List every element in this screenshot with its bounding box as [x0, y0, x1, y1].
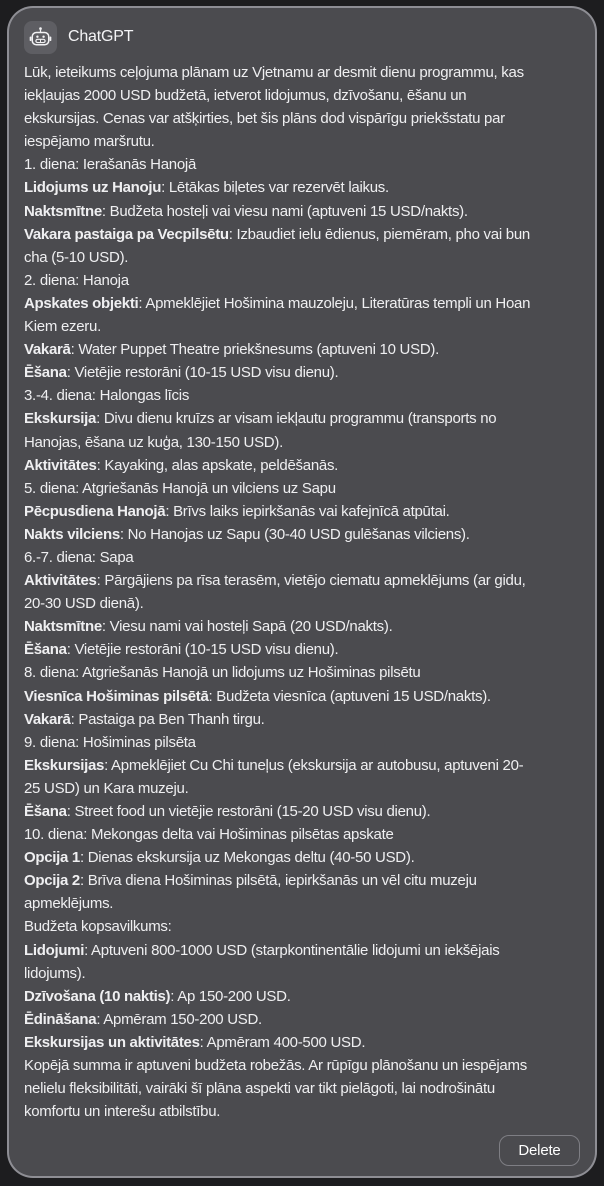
message-line: [24, 176, 580, 199]
line-text: : Brīva diena Hošiminas pilsētā, iepirkšanās un vēl citu muzeju: [79, 872, 477, 890]
line-text: komfortu un interešu atbilstību.: [24, 1103, 221, 1121]
message-line: [24, 361, 580, 384]
line-bold-label: Dzīvošana (10 naktis): [24, 987, 171, 1005]
line-text: : Ap 150-200 USD.: [170, 987, 291, 1005]
line-text: nelielu fleksibilitāti, vairāki šī plāna aspekti var tikt pielāgoti, lai nodrošinātu: [24, 1080, 495, 1098]
robot-icon: [29, 26, 52, 49]
message-line: [24, 569, 580, 592]
message-line: [24, 1031, 580, 1054]
line-bold-label: Vakara pastaiga pa Vecpilsētu: [24, 225, 229, 243]
line-bold-label: Naktsmītne: [24, 618, 102, 636]
line-bold-label: Nakts vilciens: [24, 525, 120, 543]
line-text: : Viesu nami vai hosteļi Sapā (20 USD/nakts).: [101, 618, 393, 636]
message-line: [24, 269, 580, 292]
line-bold-label: Viesnīca Hošiminas pilsētā: [24, 687, 209, 705]
message-line: [24, 84, 580, 107]
line-text: Lūk, ieteikums ceļojuma plānam uz Vjetnamu ar desmit dienu programmu, kas: [24, 64, 524, 81]
line-text: : Apmēram 150-200 USD.: [96, 1010, 262, 1028]
line-bold-label: Pēcpusdiena Hanojā: [24, 502, 166, 520]
line-bold-label: Apskates objekti: [24, 294, 139, 312]
line-bold-label: Ekskursija: [24, 410, 97, 428]
message-line: [24, 477, 580, 500]
line-text: Budžeta kopsavilkums:: [24, 918, 172, 936]
line-bold-label: Aktivitātes: [24, 572, 97, 590]
line-text: 6.-7. diena: Sapa: [24, 548, 134, 566]
line-bold-label: Opcija 2: [24, 872, 80, 890]
line-text: : Brīvs laiks iepirkšanās vai kafejnīcā atpūtai.: [165, 502, 450, 520]
line-text: : Dienas ekskursija uz Mekongas deltu (40-50 USD).: [79, 849, 415, 867]
line-text: : Apmeklējiet Hošimina mauzoleju, Literatūras templi un Hoan: [138, 294, 531, 312]
message-line: [24, 754, 580, 777]
line-text: : Kayaking, alas apskate, peldēšanās.: [96, 456, 339, 474]
line-bold-label: Ekskursijas un aktivitātes: [24, 1033, 200, 1051]
message-line: [24, 61, 580, 84]
message-line: [24, 107, 580, 130]
message-line: [24, 292, 580, 315]
message-line: [24, 777, 580, 800]
message-line: [24, 223, 580, 246]
line-bold-label: Ēdināšana: [24, 1010, 97, 1028]
line-bold-label: Vakarā: [24, 341, 71, 359]
line-text: : Vietējie restorāni (10-15 USD visu dienu).: [66, 364, 339, 382]
chat-message-card: [7, 6, 597, 1178]
message-body: [24, 61, 580, 1123]
line-text: : Aptuveni 800-1000 USD (starpkontinentālie lidojumi un iekšējais: [84, 941, 500, 959]
message-line: [24, 615, 580, 638]
message-line: [24, 246, 580, 269]
line-text: Kopējā summa ir aptuveni budžeta robežās. Ar rūpīgu plānošanu un iespējams: [24, 1057, 527, 1075]
line-text: : No Hanojas uz Sapu (30-40 USD gulēšanas vilciens).: [119, 525, 470, 543]
line-text: : Lētākas biļetes var rezervēt laikus.: [161, 179, 389, 197]
message-line: [24, 546, 580, 569]
line-bold-label: Vakarā: [24, 710, 71, 728]
message-line: [24, 500, 580, 523]
app-name-label: ChatGPT: [68, 28, 134, 45]
line-text: : Apmēram 400-500 USD.: [199, 1033, 366, 1051]
line-text: 9. diena: Hošiminas pilsēta: [24, 733, 196, 751]
message-line: [24, 200, 580, 223]
delete-button[interactable]: Delete: [499, 1135, 580, 1166]
line-text: : Izbaudiet ielu ēdienus, piemēram, pho vai bun: [228, 225, 530, 243]
message-line: [24, 523, 580, 546]
line-text: : Budžeta viesnīca (aptuveni 15 USD/nakts).: [208, 687, 491, 705]
line-text: 8. diena: Atgriešanās Hanojā un lidojums uz Hošiminas pilsētu: [24, 664, 421, 682]
line-text: 2. diena: Hanoja: [24, 271, 129, 289]
line-text: Hanojas, ēšana uz kuģa, 130-150 USD).: [24, 433, 283, 451]
line-bold-label: Lidojumi: [24, 941, 85, 959]
line-text: : Vietējie restorāni (10-15 USD visu dienu).: [66, 641, 339, 659]
message-line: [24, 731, 580, 754]
message-line: [24, 431, 580, 454]
line-text: lidojums).: [24, 964, 86, 982]
message-line: [24, 592, 580, 615]
line-text: : Apmeklējiet Cu Chi tuneļus (ekskursija ar autobusu, aptuveni 20-: [104, 756, 524, 774]
message-line: [24, 915, 580, 938]
line-bold-label: Ēšana: [24, 641, 67, 659]
message-line: [24, 454, 580, 477]
message-line: [24, 407, 580, 430]
line-bold-label: Lidojums uz Hanoju: [24, 179, 162, 197]
message-line: [24, 315, 580, 338]
line-text: : Pārgājiens pa rīsa terasēm, vietējo ciematu apmeklējums (ar gidu,: [96, 572, 526, 590]
message-line: [24, 846, 580, 869]
line-text: apmeklējums.: [24, 895, 114, 913]
message-line: [24, 869, 580, 892]
line-text: 5. diena: Atgriešanās Hanojā un vilciens uz Sapu: [24, 479, 336, 497]
line-text: iespējamo maršrutu.: [24, 133, 155, 151]
message-line: [24, 708, 580, 731]
line-text: 1. diena: Ierašanās Hanojā: [24, 156, 197, 174]
message-footer: [24, 1135, 580, 1166]
message-line: [24, 800, 580, 823]
chatgpt-avatar: [24, 21, 57, 54]
line-text: cha (5-10 USD).: [24, 248, 129, 266]
message-line: [24, 962, 580, 985]
line-bold-label: Aktivitātes: [24, 456, 97, 474]
message-line: [24, 1077, 580, 1100]
line-text: 10. diena: Mekongas delta vai Hošiminas pilsētas apskate: [24, 826, 394, 844]
message-line: [24, 939, 580, 962]
message-line: [24, 892, 580, 915]
line-text: : Budžeta hosteļi vai viesu nami (aptuveni 15 USD/nakts).: [101, 202, 468, 220]
message-line: [24, 1008, 580, 1031]
message-line: [24, 823, 580, 846]
message-line: [24, 661, 580, 684]
line-text: iekļaujas 2000 USD budžetā, ietverot lidojumus, dzīvošanu, ēšanu un: [24, 87, 467, 105]
line-bold-label: Opcija 1: [24, 849, 80, 867]
message-line: [24, 1100, 580, 1123]
line-text: 20-30 USD dienā).: [24, 595, 144, 613]
message-line: [24, 685, 580, 708]
line-text: 3.-4. diena: Halongas līcis: [24, 387, 190, 405]
message-line: [24, 638, 580, 661]
message-line: [24, 384, 580, 407]
line-text: Kiem ezeru.: [24, 318, 101, 336]
line-bold-label: Ēšana: [24, 803, 67, 820]
line-bold-label: Ēšana: [24, 364, 67, 382]
line-text: : Divu dienu kruīzs ar visam iekļautu programmu (transports no: [96, 410, 497, 428]
line-text: ekskursijas. Cenas var atšķirties, bet šis plāns dod vispārīgu priekšstatu par: [24, 110, 505, 128]
message-line: [24, 1054, 580, 1077]
line-bold-label: Naktsmītne: [24, 202, 102, 220]
message-line: [24, 153, 580, 176]
line-text: : Water Puppet Theatre priekšnesums (aptuveni 10 USD).: [70, 341, 439, 359]
message-line: [24, 338, 580, 361]
line-bold-label: Ekskursijas: [24, 756, 105, 774]
message-line: [24, 130, 580, 153]
message-line: [24, 985, 580, 1008]
message-header: [24, 20, 580, 54]
line-text: : Pastaiga pa Ben Thanh tirgu.: [70, 710, 265, 728]
line-text: : Street food un vietējie restorāni (15-20 USD visu dienu).: [66, 803, 431, 820]
line-text: 25 USD) un Kara muzeju.: [24, 779, 189, 797]
